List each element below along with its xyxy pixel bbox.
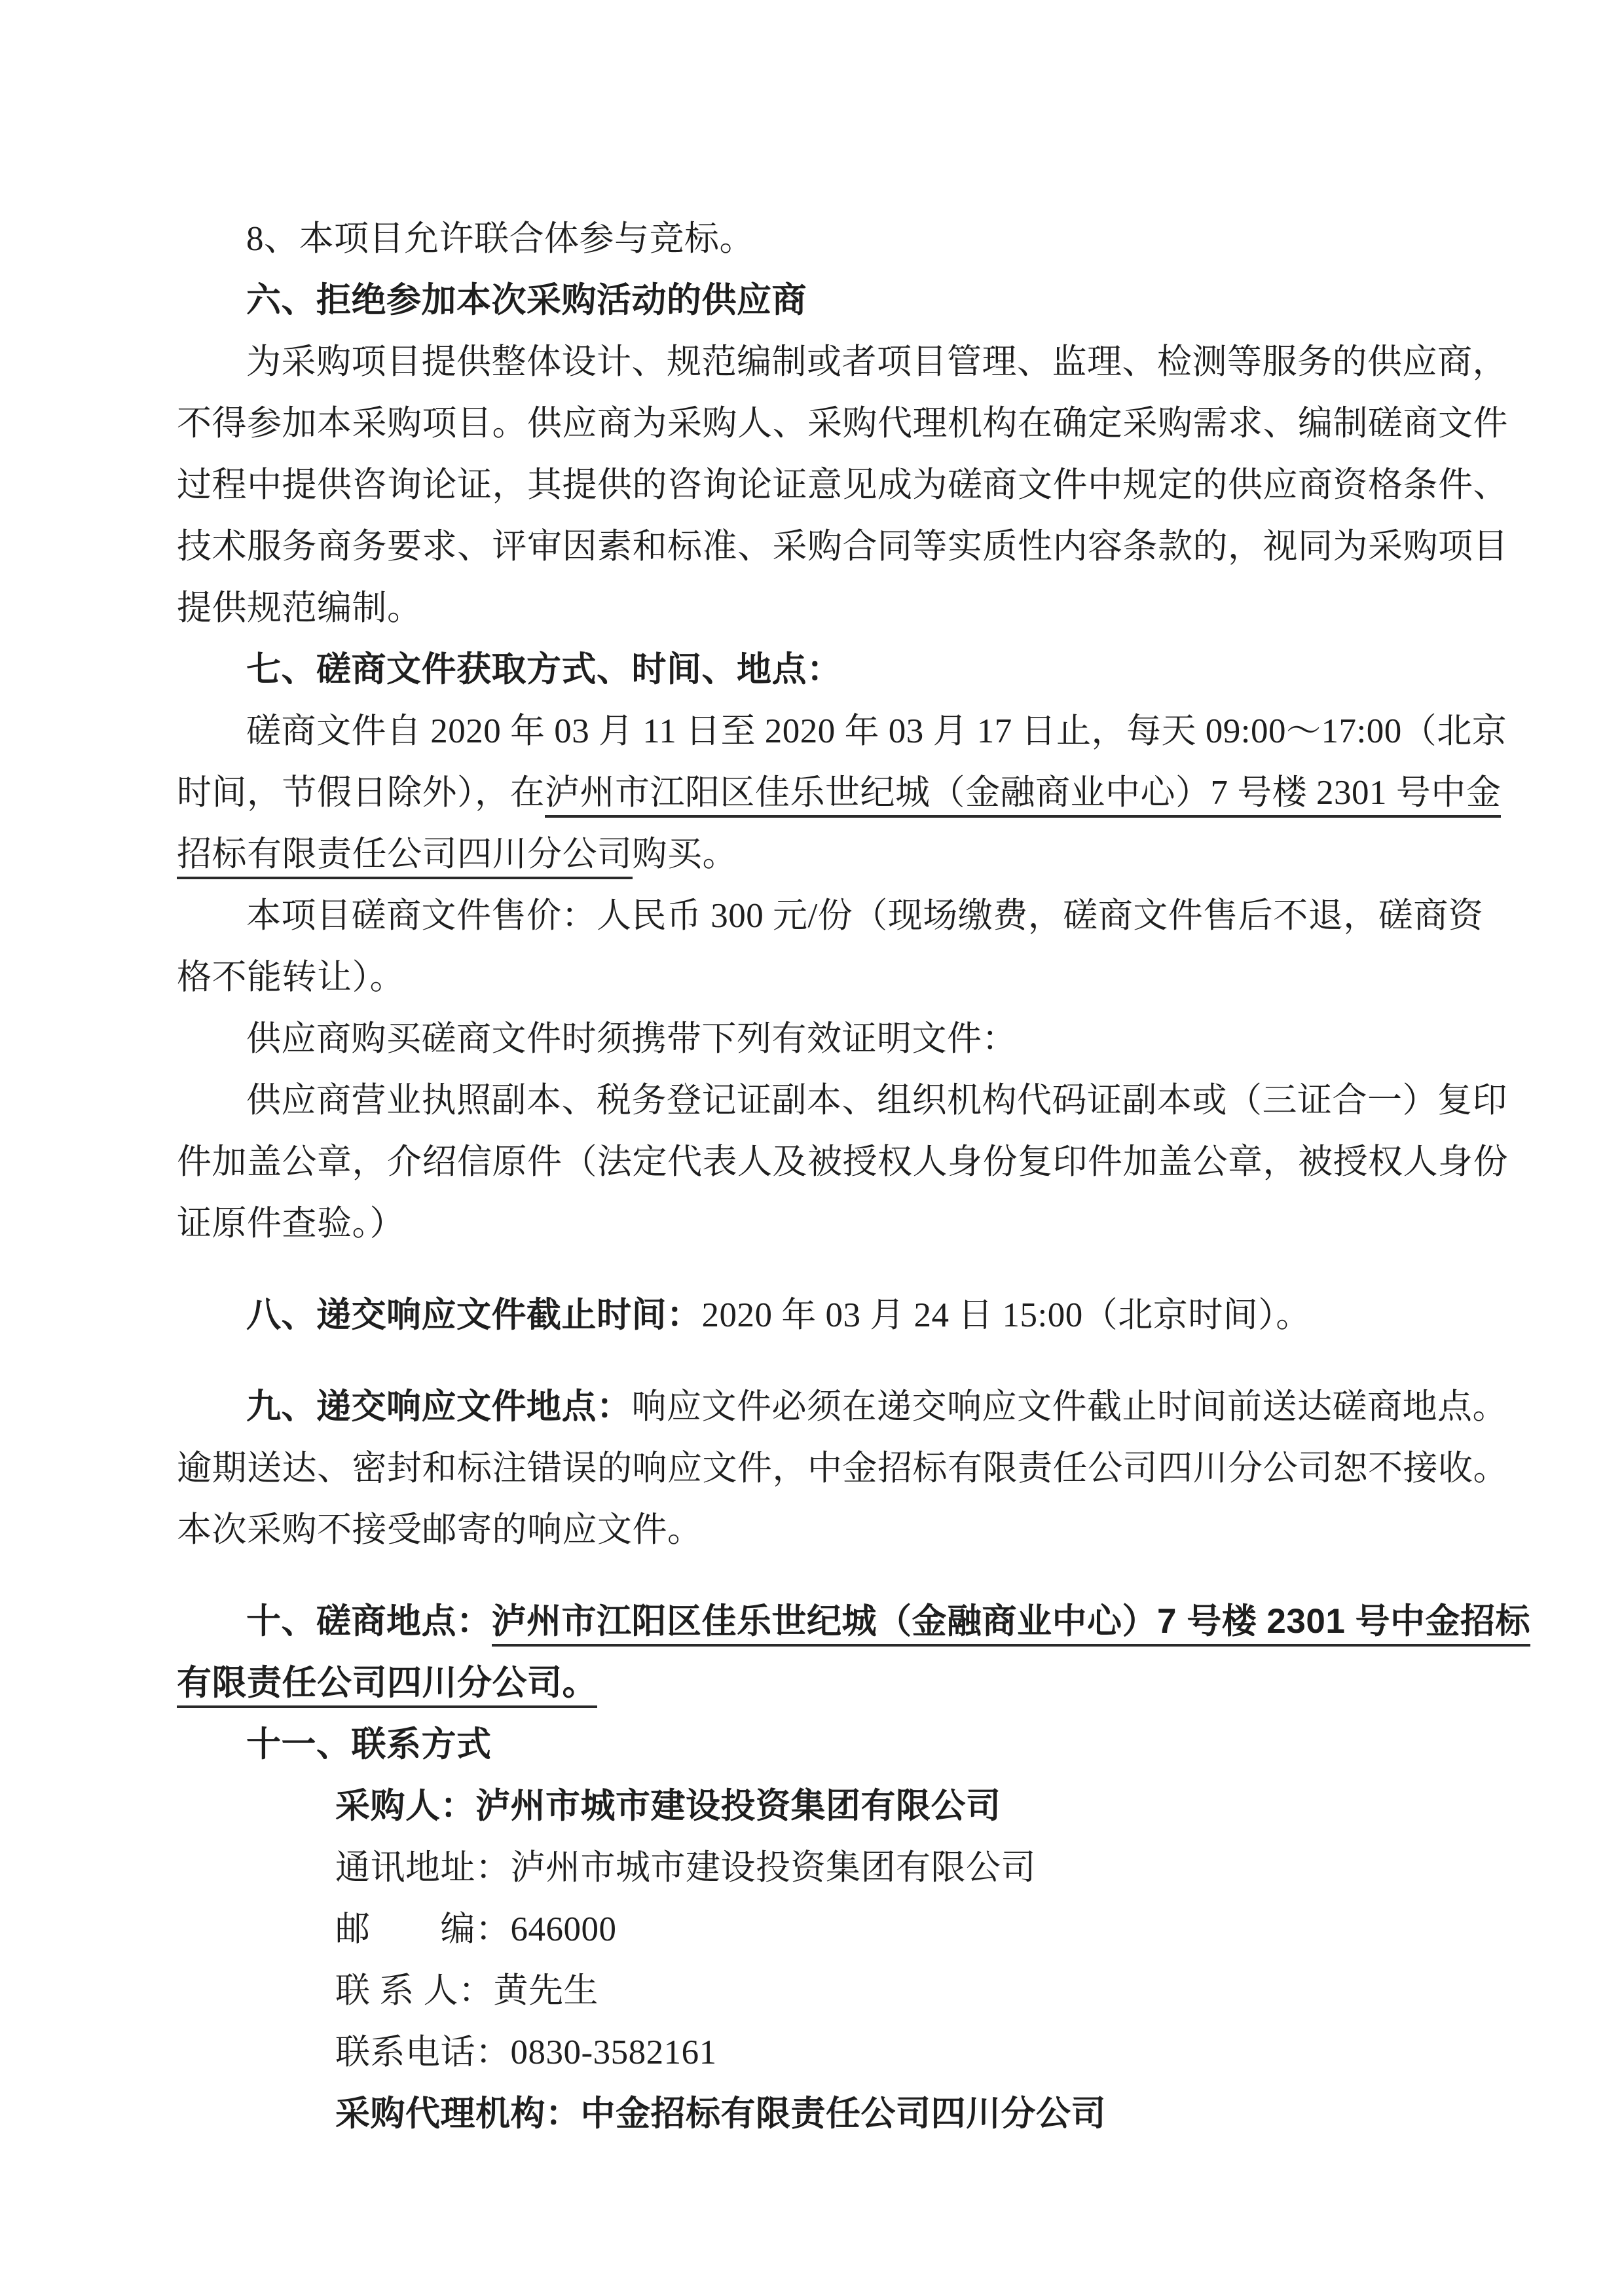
mail-address-value: 泸州市城市建设投资集团有限公司 — [510, 1849, 1036, 1887]
contact-person-value: 黄先生 — [493, 1972, 599, 2010]
contact-row-agency — [177, 2083, 1477, 2145]
contact-row-contact-person — [177, 1960, 1477, 2022]
time-line-3-plain: 购买。 — [632, 835, 737, 873]
section-7-heading: 七、磋商文件获取方式、时间、地点： — [246, 650, 842, 689]
section-8-line — [177, 1285, 1477, 1346]
agency-value: 中金招标有限责任公司四川分公司 — [580, 2094, 1106, 2133]
phone-label: 联系电话： — [335, 2033, 511, 2071]
section-7-time-line-2 — [177, 762, 1502, 824]
contact-row-mail-address — [177, 1837, 1477, 1899]
section-10-heading: 十、磋商地点： — [246, 1602, 492, 1641]
contact-row-phone — [177, 2022, 1477, 2083]
contact-row-postcode — [177, 1899, 1477, 1960]
section-9-line-1 — [177, 1376, 1507, 1438]
purchase-address-underlined-part-1: 泸州市江阳区佳乐世纪城（金融商业中心）7 号楼 2301 号中金 — [545, 774, 1501, 818]
purchaser-value: 泸州市城市建设投资集团有限公司 — [475, 1787, 1001, 1825]
section-6-body-line-1: 为采购项目提供整体设计、规范编制或者项目管理、监理、检测等服务的供应商， — [246, 343, 1507, 381]
section-6-heading: 六、拒绝参加本次采购活动的供应商 — [246, 281, 807, 319]
section-9-heading: 九、递交响应文件地点： — [246, 1387, 632, 1426]
section-7-price-line-2: 格不能转让）。 — [177, 958, 405, 996]
section-6-body-line-5: 提供规范编制。 — [177, 589, 422, 627]
mail-address-label: 通讯地址： — [335, 1849, 511, 1887]
section-9-line-3: 本次采购不接受邮寄的响应文件。 — [177, 1511, 703, 1549]
section-7-docs-line-2: 件加盖公章，介绍信原件（法定代表人及被授权人身份复印件加盖公章，被授权人身份 — [177, 1143, 1508, 1181]
section-7-time-line-1: 磋商文件自 2020 年 03 月 11 日至 2020 年 03 月 17 日止，每天 09:00～17:00（北京 — [246, 712, 1507, 750]
purchase-address-underlined-part-2: 招标有限责任公司四川分公司 — [177, 835, 633, 879]
phone-value: 0830-3582161 — [510, 2033, 717, 2071]
postcode-value: 646000 — [510, 1910, 617, 1948]
section-7-docs-line-3: 证原件查验。） — [177, 1205, 405, 1243]
section-8-heading: 八、递交响应文件截止时间： — [246, 1296, 702, 1334]
section-8-deadline: 2020 年 03 月 24 日 15:00（北京时间）。 — [701, 1296, 1311, 1334]
venue-address-underlined-part-1: 泸州市江阳区佳乐世纪城（金融商业中心）7 号楼 2301 号中金招标 — [492, 1602, 1531, 1647]
postcode-label: 邮 编： — [335, 1910, 511, 1948]
document-content — [177, 208, 1531, 2145]
section-6-body-line-3: 过程中提供咨询论证，其提供的咨询论证意见成为磋商文件中规定的供应商资格条件、 — [177, 466, 1508, 504]
venue-address-underlined-part-2: 有限责任公司四川分公司。 — [177, 1664, 597, 1708]
section-7-docs-intro: 供应商购买磋商文件时须携带下列有效证明文件： — [246, 1020, 1017, 1058]
clause-8-line: 8、本项目允许联合体参与竞标。 — [246, 220, 754, 258]
section-9-line-2: 逾期送达、密封和标注错误的响应文件，中金招标有限责任公司四川分公司恕不接收。 — [177, 1449, 1508, 1487]
section-10-line-1 — [177, 1591, 1531, 1652]
agency-label: 采购代理机构： — [335, 2094, 581, 2133]
section-11-heading: 十一、联系方式 — [246, 1725, 492, 1764]
section-10-line-2 — [177, 1652, 1477, 1714]
section-7-docs-line-1: 供应商营业执照副本、税务登记证副本、组织机构代码证副本或（三证合一）复印 — [246, 1082, 1507, 1120]
section-6-body-line-2: 不得参加本采购项目。供应商为采购人、采购代理机构在确定采购需求、编制磋商文件 — [177, 405, 1508, 443]
section-9-text-1: 响应文件必须在递交响应文件截止时间前送达磋商地点。 — [631, 1388, 1507, 1426]
contact-row-purchaser — [177, 1776, 1477, 1837]
section-6-body-line-4: 技术服务商务要求、评审因素和标准、采购合同等实质性内容条款的，视同为采购项目 — [177, 528, 1508, 566]
purchaser-label: 采购人： — [335, 1787, 475, 1825]
section-7-time-line-3 — [177, 824, 1477, 885]
contact-person-label: 联 系 人： — [335, 1972, 494, 2010]
section-7-price-line-1: 本项目磋商文件售价：人民币 300 元/份（现场缴费，磋商文件售后不退，磋商资 — [246, 897, 1484, 935]
time-line-2-plain: 时间，节假日除外），在 — [177, 774, 545, 812]
